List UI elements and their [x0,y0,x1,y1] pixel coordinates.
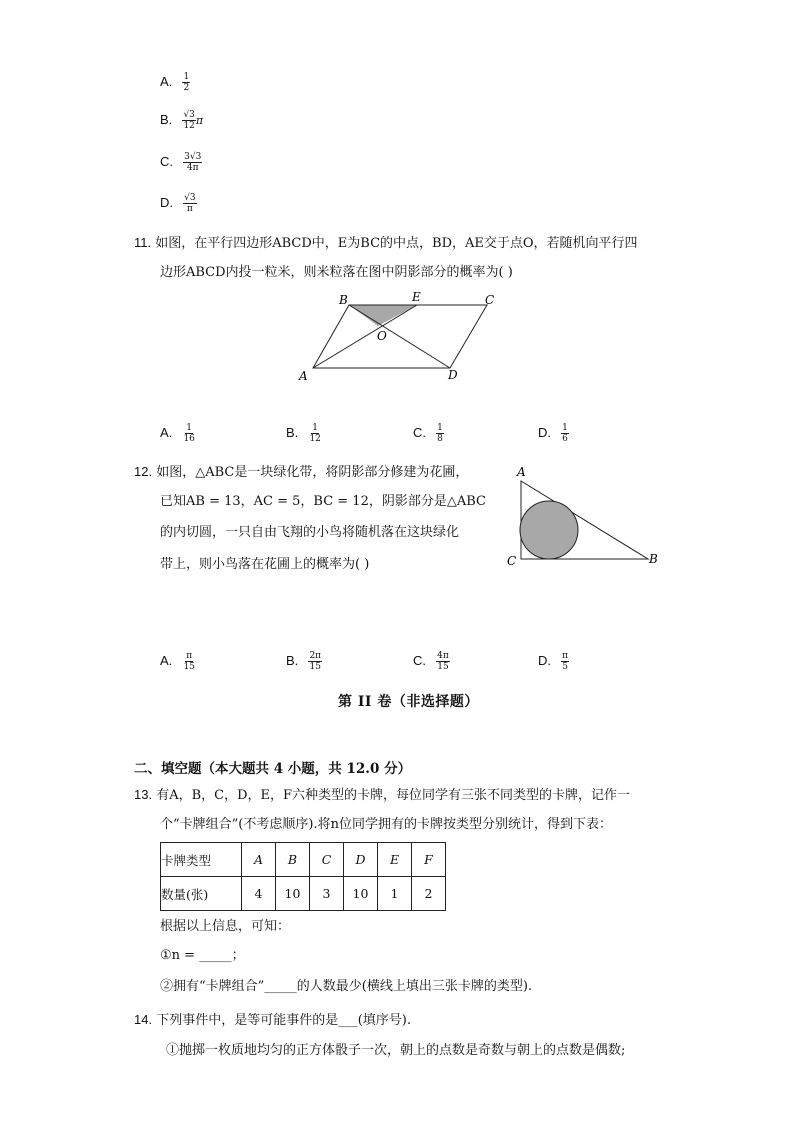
question-text: 如图，在平行四边形ABCD中，E为BC的中点，BD，AE交于点O，若随机向平行四 [155,236,638,251]
q12-option-c [413,651,450,672]
question-text: 有A，B，C，D，E，F六种类型的卡牌，每位同学有三张不同类型的卡牌，记作一 [156,788,631,803]
table-cell: 3 [310,877,344,911]
q13-line3: 根据以上信息，可知： [160,919,291,934]
pi-suffix: π [195,114,204,127]
fraction: $\frac{3√3}{4\pi}$ [184,152,202,173]
table-cell: 10 [344,877,378,911]
question-number: 12. [134,464,153,479]
q11-option-d [538,423,569,444]
option-letter: C. [413,425,426,440]
table-cell: 10 [276,877,310,911]
label-b: B [339,293,348,307]
q11-option-a [160,423,196,444]
label-a: A [299,369,308,383]
q11-option-b [286,423,322,444]
q14-item1: ①抛掷一枚质地均匀的正方体骰子一次，朝上的点数是奇数与朝上的点数是偶数; [166,1043,626,1058]
table-row [161,843,446,877]
fraction: $\frac{\pi}{5}$ [562,651,569,672]
question-number: 13. [134,787,153,802]
label-b: B [649,552,658,566]
q10-option-a [160,72,190,93]
q12-line4: 带上，则小鸟落在花圃上的概率为( ) [160,557,370,572]
label-e: E [412,290,421,304]
option-letter: D. [160,195,173,210]
fraction: $\frac{√3}{12}$ [183,110,195,131]
q13-line2: 个“卡牌组合”(不考虑顺序).将n位同学拥有的卡牌按类型分别统计，得到下表： [160,817,612,832]
table-row [161,877,446,911]
table-header-cell: 卡牌类型 [161,843,242,877]
incircle-shaded [520,501,578,559]
fraction: $\frac{1}{16}$ [183,423,195,444]
q13-item2: ②拥有“卡牌组合”_____的人数最少(横线上填出三张卡牌的类型). [160,979,533,994]
shaded-triangle [349,305,417,326]
table-cell: C [310,843,344,877]
option-letter: B. [160,112,173,127]
q12-line1 [134,462,468,483]
fraction: $\frac{2\pi}{15}$ [309,651,322,672]
option-letter: B. [286,425,299,440]
q12-line2: 已知AB = 13，AC = 5，BC = 12，阴影部分是△ABC [160,494,486,509]
option-letter: D. [538,425,551,440]
fraction: $\frac{1}{2}$ [183,72,190,93]
table-cell: E [378,843,412,877]
option-letter: D. [538,653,551,668]
question-text: 下列事件中，是等可能事件的是___(填序号). [156,1013,411,1028]
option-letter: A. [160,74,173,89]
label-d: D [448,368,458,382]
parallelogram-figure [290,288,500,384]
table-cell: B [276,843,310,877]
table-cell: 4 [242,877,276,911]
option-letter: A. [160,425,173,440]
label-a: A [517,465,526,479]
card-count-table [160,842,446,911]
option-letter: C. [160,154,173,169]
q14-line1 [134,1010,411,1031]
q11-option-c [413,423,444,444]
label-c: C [507,554,517,568]
table-cell: 1 [378,877,412,911]
option-letter: C. [413,653,426,668]
question-number: 14. [134,1012,153,1027]
q10-option-b [160,110,203,131]
q10-option-c [160,152,202,173]
fraction: $\frac{4\pi}{15}$ [437,651,449,672]
fraction: $\frac{1}{6}$ [562,423,568,444]
section-title: 二、填空题（本大题共 4 小题，共 12.0 分） [134,761,412,777]
option-letter: A. [160,653,173,668]
q12-option-d [538,651,569,672]
label-o: O [377,329,387,343]
q13-item1: ①n = _____； [160,948,245,963]
q12-option-a [160,651,196,672]
table-header-cell: 数量(张) [161,877,242,911]
table-cell: D [344,843,378,877]
table-cell: 2 [412,877,446,911]
fraction: $\frac{1}{12}$ [309,423,321,444]
table-cell: F [412,843,446,877]
question-text: 如图，△ABC是一块绿化带，将阴影部分修建为花圃， [156,465,469,480]
table-cell: A [242,843,276,877]
option-letter: B. [286,653,299,668]
q13-line1 [134,785,630,806]
fraction: $\frac{1}{8}$ [437,423,443,444]
label-c: C [485,293,495,307]
fraction: $\frac{\pi}{15}$ [183,651,195,672]
question-number: 11. [134,235,152,250]
q11-line1 [134,233,638,254]
q12-option-b [286,651,322,672]
fraction: $\frac{√3}{\pi}$ [184,193,196,214]
right-triangle-figure [504,462,664,572]
q10-option-d [160,193,197,214]
q11-line2: 边形ABCD内投一粒米，则米粒落在图中阴影部分的概率为( ) [160,265,513,280]
q12-line3: 的内切圆，一只自由飞翔的小鸟将随机落在这块绿化 [160,525,460,540]
part-title: 第 II 卷（非选择题） [338,694,479,710]
